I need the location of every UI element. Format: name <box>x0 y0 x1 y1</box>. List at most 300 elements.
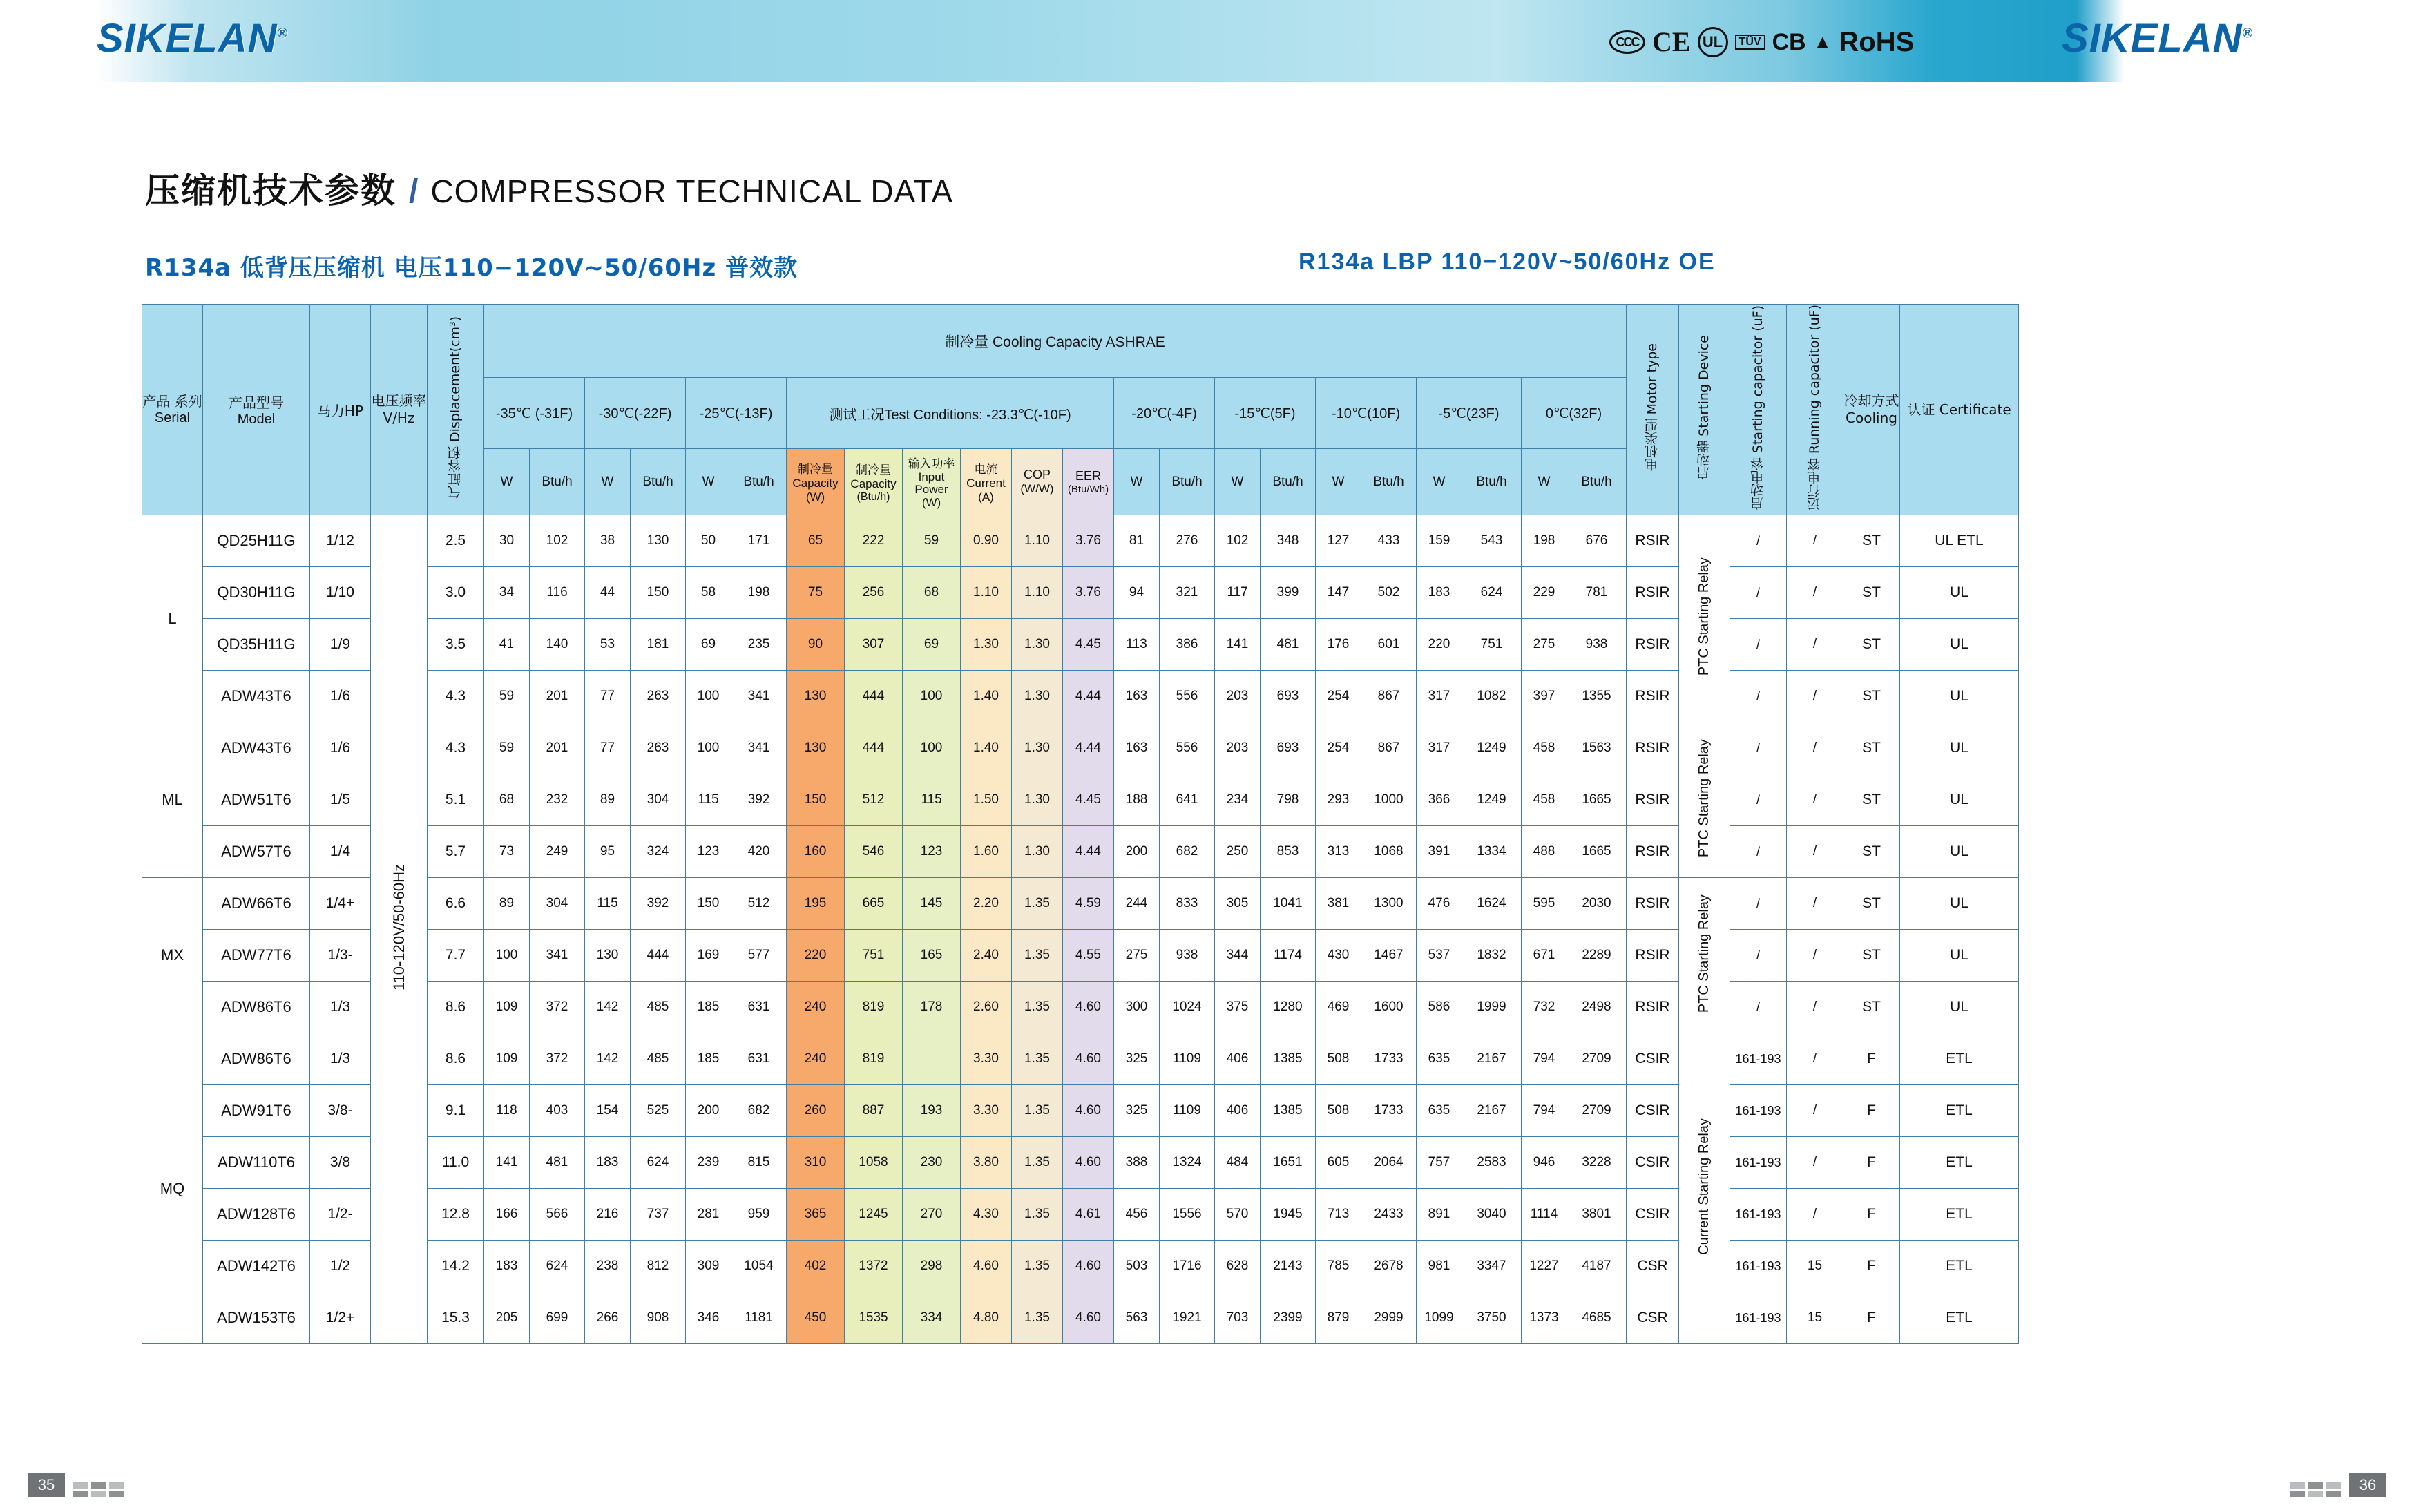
cell-b10: 1000 <box>1361 774 1417 826</box>
col-header-model <box>203 305 310 515</box>
cell-cop: 1.10 <box>1012 515 1063 567</box>
cell-starting-capacitor: / <box>1730 567 1787 619</box>
col-header-motor-type-label: 电机类型 Motor type <box>1644 343 1660 472</box>
serial-group-cell: MX <box>142 878 203 1033</box>
cell-w35: 30 <box>484 515 530 567</box>
cell-b0: 781 <box>1567 567 1627 619</box>
cell-b25: 420 <box>731 826 787 878</box>
cell-b10: 601 <box>1361 619 1417 671</box>
cell-cap_btu: 307 <box>845 619 903 671</box>
temp-group--30c: -30℃(-22F) <box>585 378 686 449</box>
cell-starting-device <box>1679 1033 1730 1344</box>
cell-starting-device-label: PTC Starting Relay <box>1696 557 1712 676</box>
cell-w20: 113 <box>1114 619 1160 671</box>
col-header-hp-label: 马力HP <box>316 402 364 419</box>
cell-w20: 325 <box>1114 1033 1160 1085</box>
cell-w20: 163 <box>1114 722 1160 774</box>
cell-b5: 1249 <box>1462 774 1522 826</box>
cell-displacement: 5.1 <box>428 774 484 826</box>
unit-cop-label: COP <box>1023 468 1051 482</box>
cell-w20: 163 <box>1114 671 1160 722</box>
cell-b25: 631 <box>731 982 787 1033</box>
cell-voltage-label: 110-120V/50-60Hz <box>390 864 408 991</box>
cell-b20: 556 <box>1160 671 1215 722</box>
cell-eer: 4.60 <box>1063 1241 1114 1292</box>
cell-hp: 1/3- <box>310 930 371 982</box>
cell-cap_w: 195 <box>787 878 845 930</box>
cell-w20: 388 <box>1114 1137 1160 1189</box>
cell-w5: 476 <box>1417 878 1462 930</box>
cell-w5: 891 <box>1417 1189 1462 1241</box>
cell-w35: 205 <box>484 1292 530 1344</box>
col-header-displacement <box>428 305 484 515</box>
cell-b5: 751 <box>1462 619 1522 671</box>
cell-current: 2.40 <box>961 930 1012 982</box>
cell-b15: 693 <box>1261 671 1316 722</box>
cell-starting-device-label: PTC Starting Relay <box>1696 894 1712 1013</box>
cell-model: ADW57T6 <box>203 826 310 878</box>
cell-w15: 484 <box>1215 1137 1261 1189</box>
cell-b35: 140 <box>530 619 585 671</box>
cell-displacement: 5.7 <box>428 826 484 878</box>
cell-w10: 508 <box>1316 1033 1361 1085</box>
cell-w25: 50 <box>686 515 731 567</box>
cell-b30: 392 <box>631 878 686 930</box>
triangle-icon: ▲ <box>1812 31 1832 52</box>
unit-cop <box>1012 449 1063 515</box>
cell-cap_w: 130 <box>787 722 845 774</box>
cell-power: 298 <box>903 1241 961 1292</box>
cell-w15: 703 <box>1215 1292 1261 1344</box>
cell-cooling: ST <box>1843 722 1900 774</box>
unit-w-0c: W <box>1522 449 1567 515</box>
cell-b20: 321 <box>1160 567 1215 619</box>
unit-w--25c: W <box>686 449 731 515</box>
cell-w15: 203 <box>1215 722 1261 774</box>
cell-w25: 150 <box>686 878 731 930</box>
cell-cap_w: 160 <box>787 826 845 878</box>
cell-w15: 375 <box>1215 982 1261 1033</box>
ccc-icon: CCC <box>1609 30 1645 54</box>
cell-b5: 2167 <box>1462 1033 1522 1085</box>
cell-b5: 1082 <box>1462 671 1522 722</box>
cell-displacement: 15.3 <box>428 1292 484 1344</box>
cell-w0: 458 <box>1522 774 1567 826</box>
cell-hp: 1/2- <box>310 1189 371 1241</box>
unit-btuh--15c: Btu/h <box>1261 449 1316 515</box>
cell-hp: 1/4+ <box>310 878 371 930</box>
cell-w5: 1099 <box>1417 1292 1462 1344</box>
cell-b10: 867 <box>1361 722 1417 774</box>
cell-w10: 254 <box>1316 671 1361 722</box>
cell-b10: 2064 <box>1361 1137 1417 1189</box>
cell-motor-type: CSR <box>1627 1241 1679 1292</box>
cell-b30: 485 <box>631 982 686 1033</box>
brand-logo-left <box>97 15 288 61</box>
cell-model: ADW86T6 <box>203 982 310 1033</box>
cell-current: 1.40 <box>961 722 1012 774</box>
cell-model: ADW153T6 <box>203 1292 310 1344</box>
cell-w5: 757 <box>1417 1137 1462 1189</box>
cell-b20: 938 <box>1160 930 1215 982</box>
cell-w0: 458 <box>1522 722 1567 774</box>
cell-b5: 543 <box>1462 515 1522 567</box>
cell-w15: 234 <box>1215 774 1261 826</box>
cell-eer: 3.76 <box>1063 567 1114 619</box>
cell-voltage <box>371 515 428 1344</box>
brand-logo-left-text: SIKELAN <box>97 16 278 61</box>
cell-b20: 1324 <box>1160 1137 1215 1189</box>
cell-w0: 229 <box>1522 567 1567 619</box>
cell-certificate: ETL <box>1900 1033 2019 1085</box>
cell-running-capacitor: / <box>1787 982 1843 1033</box>
cell-b15: 1041 <box>1261 878 1316 930</box>
cell-cap_btu: 444 <box>845 722 903 774</box>
cell-eer: 4.45 <box>1063 619 1114 671</box>
cell-b20: 1109 <box>1160 1085 1215 1137</box>
cell-w30: 44 <box>585 567 631 619</box>
header-decorative-band <box>0 0 2414 82</box>
cell-model: ADW110T6 <box>203 1137 310 1189</box>
col-header-cooling-label: 冷却方式 Cooling <box>1843 392 1899 427</box>
cell-cap_btu: 819 <box>845 1033 903 1085</box>
cell-hp: 1/6 <box>310 722 371 774</box>
cell-starting-device-label: Current Starting Relay <box>1696 1118 1712 1255</box>
unit-capacity-w-cn: 制冷量 <box>798 463 833 477</box>
cell-certificate: UL <box>1900 930 2019 982</box>
cell-cap_w: 90 <box>787 619 845 671</box>
unit-eer-label: EER <box>1075 468 1101 483</box>
cell-cap_btu: 1245 <box>845 1189 903 1241</box>
cell-b35: 201 <box>530 671 585 722</box>
cell-b15: 798 <box>1261 774 1316 826</box>
cell-b15: 853 <box>1261 826 1316 878</box>
cell-model: QD25H11G <box>203 515 310 567</box>
cell-running-capacitor: 15 <box>1787 1292 1843 1344</box>
cell-b0: 938 <box>1567 619 1627 671</box>
cell-starting-device-label: PTC Starting Relay <box>1696 738 1712 857</box>
cell-b0: 1355 <box>1567 671 1627 722</box>
unit-input-power-en: Input Power <box>914 470 948 497</box>
unit-btuh--35c: Btu/h <box>530 449 585 515</box>
unit-btuh--30c: Btu/h <box>631 449 686 515</box>
page-number-right: 36 <box>2349 1473 2386 1497</box>
cell-b5: 1999 <box>1462 982 1522 1033</box>
col-header-starting-device <box>1679 305 1730 515</box>
cell-model: ADW142T6 <box>203 1241 310 1292</box>
cell-displacement: 4.3 <box>428 722 484 774</box>
cell-power: 68 <box>903 567 961 619</box>
cell-w5: 586 <box>1417 982 1462 1033</box>
cell-cop: 1.35 <box>1012 1137 1063 1189</box>
cell-certificate: ETL <box>1900 1241 2019 1292</box>
unit-capacity-btuh-unit: (Btu/h) <box>856 491 890 504</box>
cell-certificate: ETL <box>1900 1189 2019 1241</box>
page-title-en: COMPRESSOR TECHNICAL DATA <box>430 173 954 209</box>
header-row-groups <box>142 305 2019 378</box>
unit-capacity-btuh-cn: 制冷量 <box>856 463 891 478</box>
cell-eer: 3.76 <box>1063 515 1114 567</box>
cell-b10: 433 <box>1361 515 1417 567</box>
cell-b15: 348 <box>1261 515 1316 567</box>
unit-btuh-0c: Btu/h <box>1567 449 1627 515</box>
cell-certificate: UL <box>1900 826 2019 878</box>
cell-w10: 176 <box>1316 619 1361 671</box>
cell-starting-capacitor: / <box>1730 619 1787 671</box>
cell-w0: 794 <box>1522 1085 1567 1137</box>
cell-running-capacitor: / <box>1787 722 1843 774</box>
certification-marks <box>1609 21 1982 64</box>
cell-w15: 117 <box>1215 567 1261 619</box>
cell-hp: 1/3 <box>310 1033 371 1085</box>
cell-current: 1.60 <box>961 826 1012 878</box>
cell-starting-capacitor: 161-193 <box>1730 1085 1787 1137</box>
cell-w35: 89 <box>484 878 530 930</box>
cell-w35: 34 <box>484 567 530 619</box>
cell-b5: 2167 <box>1462 1085 1522 1137</box>
cell-b25: 341 <box>731 671 787 722</box>
cell-w25: 239 <box>686 1137 731 1189</box>
cell-b30: 324 <box>631 826 686 878</box>
registered-mark-left: ® <box>277 26 289 41</box>
cell-cop: 1.35 <box>1012 1189 1063 1241</box>
cell-b10: 1600 <box>1361 982 1417 1033</box>
cell-motor-type: CSR <box>1627 1292 1679 1344</box>
cell-w30: 115 <box>585 878 631 930</box>
cell-b25: 815 <box>731 1137 787 1189</box>
cell-cooling: ST <box>1843 619 1900 671</box>
cell-w0: 198 <box>1522 515 1567 567</box>
temp-group--5c: -5℃(23F) <box>1417 378 1522 449</box>
cell-b30: 812 <box>631 1241 686 1292</box>
cell-cap_btu: 887 <box>845 1085 903 1137</box>
cell-cap_w: 240 <box>787 1033 845 1085</box>
page-header <box>0 0 2414 88</box>
cell-cop: 1.30 <box>1012 619 1063 671</box>
cell-hp: 1/2+ <box>310 1292 371 1344</box>
cell-w0: 595 <box>1522 878 1567 930</box>
cell-b15: 1280 <box>1261 982 1316 1033</box>
cell-current: 4.60 <box>961 1241 1012 1292</box>
cell-cop: 1.30 <box>1012 826 1063 878</box>
col-header-serial-en: Serial <box>154 410 191 426</box>
cell-cap_btu: 444 <box>845 671 903 722</box>
subtitle-left: R134a 低背压压缩机 电压110−120V~50/60Hz 普效款 <box>145 254 798 282</box>
cell-cooling: ST <box>1843 671 1900 722</box>
cell-cap_btu: 1372 <box>845 1241 903 1292</box>
cell-current: 1.40 <box>961 671 1012 722</box>
cell-motor-type: RSIR <box>1627 930 1679 982</box>
cell-running-capacitor: / <box>1787 878 1843 930</box>
cell-cop: 1.30 <box>1012 671 1063 722</box>
cell-hp: 1/5 <box>310 774 371 826</box>
cell-b15: 2399 <box>1261 1292 1316 1344</box>
cell-b10: 1068 <box>1361 826 1417 878</box>
cell-hp: 3/8- <box>310 1085 371 1137</box>
cell-cop: 1.35 <box>1012 1085 1063 1137</box>
cell-w15: 250 <box>1215 826 1261 878</box>
cell-cooling: F <box>1843 1085 1900 1137</box>
cell-power: 165 <box>903 930 961 982</box>
cell-w20: 200 <box>1114 826 1160 878</box>
col-header-serial-cn: 产品 系列 <box>142 393 202 410</box>
cell-w35: 68 <box>484 774 530 826</box>
cell-eer: 4.60 <box>1063 1292 1114 1344</box>
unit-eer-unit: (Btu/Wh) <box>1067 483 1109 495</box>
cell-current: 3.30 <box>961 1085 1012 1137</box>
cell-b25: 512 <box>731 878 787 930</box>
cell-displacement: 2.5 <box>428 515 484 567</box>
col-header-starting-device-label: 启动器 Starting Device <box>1696 335 1712 481</box>
cell-current: 4.80 <box>961 1292 1012 1344</box>
cell-w15: 141 <box>1215 619 1261 671</box>
cell-cap_w: 65 <box>787 515 845 567</box>
cell-w5: 635 <box>1417 1033 1462 1085</box>
cell-b10: 2433 <box>1361 1189 1417 1241</box>
cell-b10: 1733 <box>1361 1033 1417 1085</box>
cell-b20: 386 <box>1160 619 1215 671</box>
cell-b20: 1556 <box>1160 1189 1215 1241</box>
cell-w5: 366 <box>1417 774 1462 826</box>
cell-b25: 392 <box>731 774 787 826</box>
cell-b30: 150 <box>631 567 686 619</box>
cell-displacement: 9.1 <box>428 1085 484 1137</box>
col-header-cooling-capacity-group: 制冷量 Cooling Capacity ASHRAE <box>484 305 1627 378</box>
cell-w25: 185 <box>686 1033 731 1085</box>
cell-b35: 699 <box>530 1292 585 1344</box>
cell-w35: 109 <box>484 1033 530 1085</box>
cell-certificate: UL <box>1900 619 2019 671</box>
cell-b10: 867 <box>1361 671 1417 722</box>
temp-group--10c: -10℃(10F) <box>1316 378 1417 449</box>
cell-model: QD35H11G <box>203 619 310 671</box>
cell-cop: 1.35 <box>1012 1033 1063 1085</box>
cell-cooling: ST <box>1843 515 1900 567</box>
cell-w0: 1227 <box>1522 1241 1567 1292</box>
cell-eer: 4.45 <box>1063 774 1114 826</box>
cell-b30: 525 <box>631 1085 686 1137</box>
cell-w30: 142 <box>585 982 631 1033</box>
unit-w--35c: W <box>484 449 530 515</box>
cell-power: 100 <box>903 722 961 774</box>
unit-current-unit: (A) <box>978 490 994 504</box>
cell-b0: 2289 <box>1567 930 1627 982</box>
cell-hp: 1/9 <box>310 619 371 671</box>
cell-cap_w: 220 <box>787 930 845 982</box>
cell-w25: 309 <box>686 1241 731 1292</box>
cell-cop: 1.10 <box>1012 567 1063 619</box>
cell-power: 115 <box>903 774 961 826</box>
cell-motor-type: RSIR <box>1627 826 1679 878</box>
cell-w35: 59 <box>484 671 530 722</box>
cell-cap_w: 150 <box>787 774 845 826</box>
cell-b5: 624 <box>1462 567 1522 619</box>
col-header-certificate <box>1900 305 2019 515</box>
cell-starting-capacitor: / <box>1730 930 1787 982</box>
cell-w10: 381 <box>1316 878 1361 930</box>
col-header-model-en: Model <box>237 412 276 428</box>
registered-mark-right: ® <box>2242 26 2254 41</box>
cell-b5: 1334 <box>1462 826 1522 878</box>
cell-b0: 3228 <box>1567 1137 1627 1189</box>
cell-certificate: UL <box>1900 567 2019 619</box>
cell-cap_btu: 665 <box>845 878 903 930</box>
cell-cap_w: 310 <box>787 1137 845 1189</box>
cell-b25: 959 <box>731 1189 787 1241</box>
cell-current: 3.80 <box>961 1137 1012 1189</box>
cell-b25: 631 <box>731 1033 787 1085</box>
cell-current: 1.50 <box>961 774 1012 826</box>
unit-w--5c: W <box>1417 449 1462 515</box>
cell-w20: 81 <box>1114 515 1160 567</box>
cell-w30: 238 <box>585 1241 631 1292</box>
cell-power: 145 <box>903 878 961 930</box>
cell-w20: 275 <box>1114 930 1160 982</box>
table-row <box>142 515 2019 567</box>
cell-cap_w: 402 <box>787 1241 845 1292</box>
cell-b0: 1665 <box>1567 826 1627 878</box>
cell-cooling: F <box>1843 1189 1900 1241</box>
unit-capacity-w <box>787 449 845 515</box>
cell-b5: 3750 <box>1462 1292 1522 1344</box>
cell-w15: 102 <box>1215 515 1261 567</box>
cell-hp: 1/12 <box>310 515 371 567</box>
cell-w30: 142 <box>585 1033 631 1085</box>
cell-w15: 305 <box>1215 878 1261 930</box>
cell-b35: 403 <box>530 1085 585 1137</box>
cell-motor-type: CSIR <box>1627 1033 1679 1085</box>
cell-b15: 1385 <box>1261 1033 1316 1085</box>
cell-b15: 1651 <box>1261 1137 1316 1189</box>
cell-hp: 3/8 <box>310 1137 371 1189</box>
cell-w35: 73 <box>484 826 530 878</box>
cell-w5: 159 <box>1417 515 1462 567</box>
cell-b20: 682 <box>1160 826 1215 878</box>
cell-motor-type: RSIR <box>1627 567 1679 619</box>
cell-b15: 481 <box>1261 619 1316 671</box>
cell-cap_w: 130 <box>787 671 845 722</box>
cell-b30: 624 <box>631 1137 686 1189</box>
unit-btuh--20c: Btu/h <box>1160 449 1215 515</box>
cell-cap_btu: 751 <box>845 930 903 982</box>
cell-b10: 502 <box>1361 567 1417 619</box>
cell-certificate: UL <box>1900 671 2019 722</box>
cell-w20: 563 <box>1114 1292 1160 1344</box>
cell-cap_btu: 1535 <box>845 1292 903 1344</box>
cell-w10: 293 <box>1316 774 1361 826</box>
col-header-cooling <box>1843 305 1900 515</box>
cell-w35: 109 <box>484 982 530 1033</box>
cell-motor-type: RSIR <box>1627 878 1679 930</box>
footer-bars-left <box>73 1482 124 1497</box>
cell-cooling: ST <box>1843 878 1900 930</box>
cell-running-capacitor: 15 <box>1787 1241 1843 1292</box>
cell-b5: 3347 <box>1462 1241 1522 1292</box>
cell-w30: 216 <box>585 1189 631 1241</box>
cell-b0: 2709 <box>1567 1033 1627 1085</box>
unit-current <box>961 449 1012 515</box>
cell-power <box>903 1033 961 1085</box>
col-header-voltage <box>371 305 428 515</box>
serial-group-cell: L <box>142 515 203 722</box>
cell-power: 123 <box>903 826 961 878</box>
cell-w25: 169 <box>686 930 731 982</box>
cell-model: QD30H11G <box>203 567 310 619</box>
cell-cooling: F <box>1843 1137 1900 1189</box>
cell-w25: 69 <box>686 619 731 671</box>
cell-b10: 2999 <box>1361 1292 1417 1344</box>
temp-group--35c: -35℃ (-31F) <box>484 378 585 449</box>
